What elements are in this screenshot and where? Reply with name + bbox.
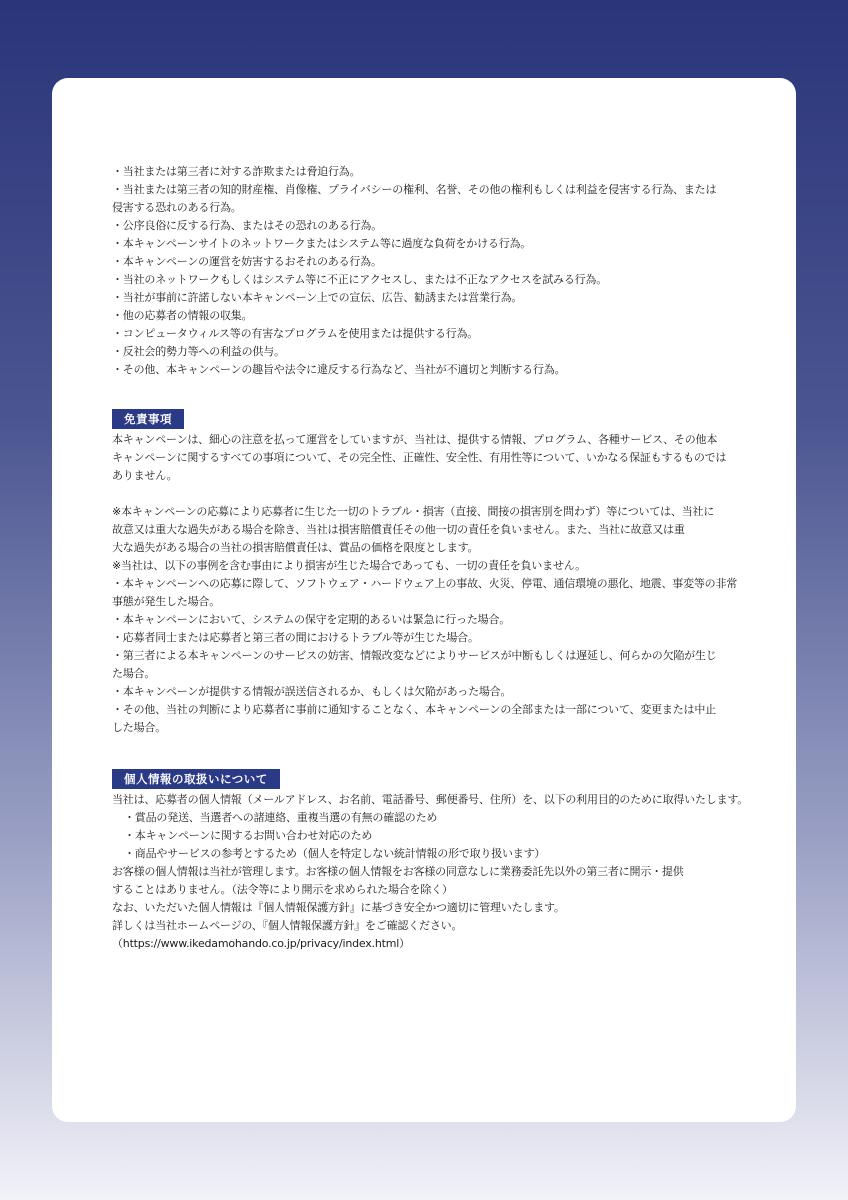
paragraph-line: することはありません。（法令等により開示を求められた場合を除く） — [112, 883, 453, 896]
paragraph-line: なお、いただいた個人情報は『個人情報保護方針』に基づき安全かつ適切に管理いたします。 — [112, 901, 565, 914]
list-item: た場合。 — [112, 667, 156, 680]
paragraph-line: キャンペーンに関するすべての事項について、その完全性、正確性、安全性、有用性等について、いかなる保証もするものでは — [112, 451, 727, 464]
list-item: ・他の応募者の情報の収集。 — [112, 309, 253, 322]
list-item: ・当社または第三者の知的財産権、肖像権、プライバシーの権利、名誉、その他の権利もしくは利益を侵害する行為、または — [112, 183, 717, 196]
list-item: ・賞品の発送、当選者への諸連絡、重複当選の有無の確認のため — [124, 811, 438, 824]
paragraph-line: 当社は、応募者の個人情報（メールアドレス、お名前、電話番号、郵便番号、住所）を、以下の利用目的のために取得いたします。 — [112, 793, 749, 806]
list-item: ・反社会的勢力等への利益の供与。 — [112, 345, 285, 358]
list-item: ・その他、当社の判断により応募者に事前に通知することなく、本キャンペーンの全部または一部について、変更または中止 — [112, 703, 716, 716]
list-item: ・本キャンペーンサイトのネットワークまたはシステム等に過度な負荷をかける行為。 — [112, 237, 532, 250]
privacy-heading: 個人情報の取扱いについて — [112, 769, 280, 789]
list-item: 侵害する恐れのある行為。 — [112, 201, 242, 214]
list-item: ・公序良俗に反する行為、またはその恐れのある行為。 — [112, 219, 382, 232]
paragraph-line: 故意又は重大な過失がある場合を除き、当社は損害賠償責任その他一切の責任を負いません。また、当社に故意又は重 — [112, 523, 685, 536]
paragraph-line: ※本キャンペーンの応募により応募者に生じた一切のトラブル・損害（直接、間接の損害別を問わず）等については、当社に — [112, 505, 715, 518]
privacy-section — [112, 791, 752, 953]
paragraph-line: お客様の個人情報は当社が管理します。お客様の個人情報をお客様の同意なしに業務委託先以外の第三者に開示・提供 — [112, 865, 684, 878]
list-item: ・本キャンペーンが提供する情報が誤送信されるか、もしくは欠陥があった場合。 — [112, 685, 512, 698]
list-item: ・応募者同士または応募者と第三者の間におけるトラブル等が生じた場合。 — [112, 631, 479, 644]
list-item: ・商品やサービスの参考とするため（個人を特定しない統計情報の形で取り扱います） — [124, 847, 546, 860]
disclaimer-heading: 免責事項 — [112, 409, 184, 429]
paragraph-line: 本キャンペーンは、細心の注意を払って運営をしていますが、当社は、提供する情報、プログラム、各種サービス、その他本 — [112, 433, 718, 446]
disclaimer-notes — [112, 503, 752, 737]
list-item: ・本キャンペーンにおいて、システムの保守を定期的あるいは緊急に行った場合。 — [112, 613, 511, 626]
list-item: ・コンピュータウィルス等の有害なプログラムを使用または提供する行為。 — [112, 327, 479, 340]
disclaimer-intro — [112, 431, 752, 485]
paragraph-line: 大な過失がある場合の当社の損害賠償責任は、賞品の価格を限度とします。 — [112, 541, 479, 554]
list-item: 事態が発生した場合。 — [112, 595, 220, 608]
prohibited-acts-list — [112, 163, 752, 379]
list-item: した場合。 — [112, 721, 166, 734]
list-item: ・第三者による本キャンペーンのサービスの妨害、情報改変などによりサービスが中断もしくは遅延し、何らかの欠陥が生じ — [112, 649, 717, 662]
list-item: ・当社または第三者に対する詐欺または脅迫行為。 — [112, 165, 361, 178]
list-item: ・本キャンペーンへの応募に際して、ソフトウェア・ハードウェア上の事故、火災、停電、通信環境の悪化、地震、事変等の非常 — [112, 577, 738, 590]
content-card — [52, 78, 796, 1122]
list-item: ・当社が事前に許諾しない本キャンペーン上での宣伝、広告、勧誘または営業行為。 — [112, 291, 523, 304]
paragraph-line: ※当社は、以下の事例を含む事由により損害が生じた場合であっても、一切の責任を負いません。 — [112, 559, 586, 572]
privacy-policy-url: （https://www.ikedamohando.co.jp/privacy/index.html） — [112, 937, 410, 950]
list-item: ・本キャンペーンに関するお問い合わせ対応のため — [124, 829, 373, 842]
list-item: ・その他、本キャンペーンの趣旨や法令に違反する行為など、当社が不適切と判断する行為。 — [112, 363, 566, 376]
terms-content — [112, 163, 752, 953]
list-item: ・当社のネットワークもしくはシステム等に不正にアクセスし、または不正なアクセスを試みる行為。 — [112, 273, 608, 286]
list-item: ・本キャンペーンの運営を妨害するおそれのある行為。 — [112, 255, 382, 268]
paragraph-line: ありません。 — [112, 469, 178, 482]
paragraph-line: 詳しくは当社ホームページの、『個人情報保護方針』をご確認ください。 — [112, 919, 463, 932]
